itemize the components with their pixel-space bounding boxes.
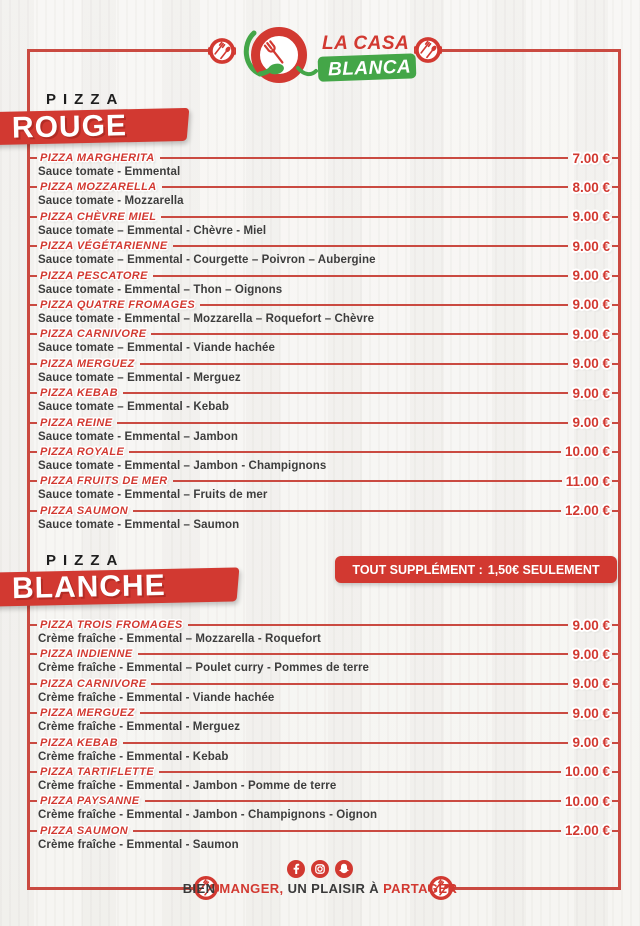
item-line bbox=[27, 239, 621, 253]
supplement-banner bbox=[335, 556, 617, 583]
connector-line-left bbox=[27, 830, 37, 832]
pizza-price: 9.00 € bbox=[572, 735, 610, 751]
pizza-name: PIZZA PESCATORE bbox=[40, 269, 148, 282]
connector-line-left bbox=[27, 480, 37, 482]
leader-line bbox=[145, 800, 561, 802]
connector-line-left bbox=[27, 363, 37, 365]
utensils-badge-icon bbox=[208, 37, 236, 65]
pizza-price: 9.00 € bbox=[572, 676, 610, 692]
leader-line bbox=[133, 830, 561, 832]
section-eyebrow-rouge: PIZZA bbox=[46, 91, 125, 108]
connector-line-left bbox=[27, 157, 37, 159]
connector-line-right bbox=[612, 422, 621, 424]
connector-line-right bbox=[612, 771, 621, 773]
pizza-ingredients: Crème fraîche - Emmental - Jambon - Pomme de terre bbox=[38, 779, 337, 792]
pizza-name: PIZZA TROIS FROMAGES bbox=[40, 619, 183, 631]
pizza-price: 9.00 € bbox=[572, 297, 610, 313]
item-line bbox=[27, 327, 621, 341]
item-line bbox=[27, 765, 621, 779]
menu-item bbox=[27, 210, 621, 239]
connector-line-left bbox=[27, 510, 37, 512]
brand-name-bottom: BLANCA bbox=[327, 56, 412, 81]
menu-item bbox=[27, 239, 621, 268]
pizza-ingredients: Sauce tomate - Emmental bbox=[38, 166, 181, 178]
leader-line bbox=[123, 742, 569, 744]
pizza-price: 9.00 € bbox=[572, 646, 610, 662]
pizza-price: 9.00 € bbox=[572, 356, 610, 372]
pizza-name: PIZZA CARNIVORE bbox=[40, 328, 147, 341]
pizza-ingredients: Crème fraîche - Emmental - Jambon - Champignons - Oignon bbox=[38, 809, 378, 822]
pizza-price: 9.00 € bbox=[572, 209, 610, 225]
menu-item bbox=[27, 794, 621, 823]
item-line bbox=[27, 445, 621, 459]
connector-line-right bbox=[612, 712, 621, 714]
leader-line bbox=[138, 653, 569, 655]
item-line bbox=[27, 298, 621, 312]
section-ribbon-blanche bbox=[0, 567, 239, 606]
menu-list-blanche bbox=[27, 618, 621, 853]
menu-item bbox=[27, 357, 621, 386]
pizza-ingredients: Sauce tomate - Emmental – Jambon bbox=[38, 430, 239, 443]
leader-line bbox=[140, 712, 569, 714]
social-icons-row bbox=[0, 860, 640, 878]
leader-line bbox=[188, 624, 569, 626]
pizza-name: PIZZA MOZZARELLA bbox=[40, 181, 157, 194]
menu-item bbox=[27, 416, 621, 445]
pizza-name: PIZZA INDIENNE bbox=[40, 648, 133, 661]
pizza-name: PIZZA MARGHERITA bbox=[40, 152, 155, 164]
menu-item bbox=[27, 677, 621, 706]
menu-item bbox=[27, 736, 621, 765]
connector-line-right bbox=[612, 830, 621, 832]
pizza-name: PIZZA CHÈVRE MIEL bbox=[40, 210, 157, 223]
pizza-price: 9.00 € bbox=[572, 415, 610, 431]
pizza-name: PIZZA MERGUEZ bbox=[40, 357, 135, 370]
connector-line-left bbox=[27, 186, 37, 188]
menu-item bbox=[27, 504, 621, 533]
connector-line-right bbox=[612, 157, 621, 159]
pizza-price: 9.00 € bbox=[572, 385, 610, 401]
connector-line-right bbox=[612, 800, 621, 802]
tagline-word: BIEN bbox=[182, 881, 220, 896]
connector-line-right bbox=[612, 510, 621, 512]
connector-line-right bbox=[612, 186, 621, 188]
connector-line-right bbox=[612, 653, 621, 655]
menu-item bbox=[27, 824, 621, 853]
pizza-price: 9.00 € bbox=[572, 705, 610, 721]
tagline-word: PARTAGER bbox=[383, 881, 458, 896]
item-line bbox=[27, 677, 621, 691]
menu-item bbox=[27, 445, 621, 474]
pizza-name: PIZZA VÉGÉTARIENNE bbox=[40, 240, 168, 253]
connector-line-right bbox=[612, 333, 621, 335]
item-line bbox=[27, 736, 621, 750]
menu-item bbox=[27, 474, 621, 503]
connector-line-right bbox=[612, 451, 621, 453]
connector-line-left bbox=[27, 653, 37, 655]
item-line bbox=[27, 794, 621, 808]
pizza-ingredients: Sauce tomate - Emmental – Jambon - Champignons bbox=[38, 459, 327, 472]
pizza-ingredients: Crème fraîche - Emmental - Merguez bbox=[38, 721, 241, 734]
connector-line-left bbox=[27, 275, 37, 277]
pizza-name: PIZZA QUATRE FROMAGES bbox=[40, 298, 196, 311]
pizza-price: 9.00 € bbox=[572, 268, 610, 284]
connector-line-left bbox=[27, 624, 37, 626]
leader-line bbox=[162, 186, 569, 188]
connector-line-left bbox=[27, 683, 37, 685]
pizza-ingredients: Sauce tomate - Mozzarella bbox=[38, 195, 184, 208]
item-line bbox=[27, 269, 621, 283]
menu-item bbox=[27, 298, 621, 327]
connector-line-right bbox=[612, 392, 621, 394]
pizza-ingredients: Crème fraîche - Emmental – Mozzarella - Roquefort bbox=[38, 633, 321, 645]
item-line bbox=[27, 151, 621, 165]
leader-line bbox=[140, 363, 569, 365]
frame-line-top-right bbox=[437, 49, 621, 52]
pizza-name: PIZZA PAYSANNE bbox=[40, 795, 140, 808]
item-line bbox=[27, 386, 621, 400]
pizza-price: 9.00 € bbox=[572, 238, 610, 254]
pizza-price: 9.00 € bbox=[572, 617, 610, 633]
pizza-ingredients: Sauce tomate – Emmental - Chèvre - Miel bbox=[38, 224, 267, 237]
leader-line bbox=[151, 333, 568, 335]
connector-line-left bbox=[27, 771, 37, 773]
menu-item bbox=[27, 180, 621, 209]
item-line bbox=[27, 416, 621, 430]
pizza-price: 10.00 € bbox=[564, 444, 610, 460]
facebook-icon[interactable] bbox=[287, 860, 305, 878]
connector-line-left bbox=[27, 216, 37, 218]
item-line bbox=[27, 504, 621, 518]
leader-line bbox=[160, 157, 569, 159]
leader-line bbox=[161, 216, 568, 218]
supplement-label: TOUT SUPPLÉMENT : bbox=[352, 562, 483, 577]
brand-logo bbox=[238, 24, 420, 90]
leader-line bbox=[123, 392, 569, 394]
pizza-name: PIZZA REINE bbox=[40, 416, 113, 429]
pizza-ingredients: Sauce tomate – Emmental - Merguez bbox=[38, 371, 241, 384]
connector-line-left bbox=[27, 712, 37, 714]
menu-item bbox=[27, 327, 621, 356]
connector-line-left bbox=[27, 333, 37, 335]
pizza-price: 8.00 € bbox=[572, 179, 610, 195]
pizza-name: PIZZA SAUMON bbox=[40, 504, 129, 517]
connector-line-right bbox=[612, 480, 621, 482]
menu-item bbox=[27, 386, 621, 415]
tagline-word: UN PLAISIR À bbox=[287, 881, 384, 896]
pizza-name: PIZZA ROYALE bbox=[40, 445, 125, 458]
frame-line-top-left bbox=[27, 49, 213, 52]
connector-line-left bbox=[27, 245, 37, 247]
pizza-price: 10.00 € bbox=[564, 764, 610, 780]
leader-line bbox=[173, 480, 562, 482]
connector-line-left bbox=[27, 304, 37, 306]
pizza-name: PIZZA FRUITS DE MER bbox=[40, 475, 168, 488]
pizza-ingredients: Sauce tomate - Emmental – Fruits de mer bbox=[38, 489, 268, 502]
connector-line-left bbox=[27, 742, 37, 744]
menu-item bbox=[27, 706, 621, 735]
connector-line-right bbox=[612, 275, 621, 277]
leader-line bbox=[129, 451, 561, 453]
menu-list-rouge bbox=[27, 151, 621, 533]
item-line bbox=[27, 357, 621, 371]
section-title-rouge: ROUGE bbox=[11, 108, 128, 145]
leader-line bbox=[200, 304, 568, 306]
pizza-name: PIZZA SAUMON bbox=[40, 824, 129, 837]
connector-line-left bbox=[27, 800, 37, 802]
menu-item bbox=[27, 151, 621, 180]
connector-line-left bbox=[27, 451, 37, 453]
pizza-ingredients: Sauce tomate – Emmental - Courgette – Poivron – Aubergine bbox=[38, 254, 376, 267]
instagram-icon[interactable] bbox=[311, 860, 329, 878]
leader-line bbox=[133, 510, 561, 512]
item-line bbox=[27, 474, 621, 488]
pizza-ingredients: Sauce tomate – Emmental - Kebab bbox=[38, 401, 229, 414]
connector-line-right bbox=[612, 304, 621, 306]
leader-line bbox=[153, 275, 569, 277]
item-line bbox=[27, 180, 621, 194]
pizza-price: 7.00 € bbox=[572, 150, 610, 166]
snapchat-icon[interactable] bbox=[335, 860, 353, 878]
connector-line-right bbox=[612, 624, 621, 626]
pizza-name: PIZZA KEBAB bbox=[40, 736, 118, 749]
leader-line bbox=[117, 422, 568, 424]
pizza-price: 9.00 € bbox=[572, 326, 610, 342]
section-ribbon-rouge bbox=[0, 108, 189, 145]
pizza-name: PIZZA KEBAB bbox=[40, 387, 118, 400]
pizza-name: PIZZA CARNIVORE bbox=[40, 677, 147, 690]
pizza-ingredients: Sauce tomate - Emmental – Saumon bbox=[38, 518, 240, 531]
pizza-ingredients: Sauce tomate - Emmental – Thon – Oignons bbox=[38, 283, 283, 296]
connector-line-right bbox=[612, 742, 621, 744]
item-line bbox=[27, 706, 621, 720]
menu-item bbox=[27, 765, 621, 794]
brand-name-top: LA CASA bbox=[322, 33, 410, 54]
pizza-name: PIZZA MERGUEZ bbox=[40, 707, 135, 720]
pizza-ingredients: Crème fraîche - Emmental - Kebab bbox=[38, 750, 229, 763]
supplement-value: 1,50€ SEULEMENT bbox=[487, 562, 600, 577]
connector-line-right bbox=[612, 216, 621, 218]
connector-line-right bbox=[612, 245, 621, 247]
item-line bbox=[27, 210, 621, 224]
pizza-price: 12.00 € bbox=[564, 503, 610, 519]
pizza-price: 10.00 € bbox=[564, 793, 610, 809]
leader-line bbox=[159, 771, 561, 773]
connector-line-right bbox=[612, 683, 621, 685]
connector-line-right bbox=[612, 363, 621, 365]
tagline-word: MANGER, bbox=[219, 881, 288, 896]
pizza-ingredients: Crème fraîche - Emmental - Saumon bbox=[38, 838, 239, 851]
menu-item bbox=[27, 647, 621, 676]
item-line bbox=[27, 647, 621, 661]
pizza-ingredients: Crème fraîche - Emmental - Viande hachée bbox=[38, 691, 275, 704]
connector-line-left bbox=[27, 392, 37, 394]
footer-tagline bbox=[0, 881, 640, 896]
section-eyebrow-blanche: PIZZA bbox=[46, 552, 125, 569]
item-line bbox=[27, 824, 621, 838]
pizza-name: PIZZA TARTIFLETTE bbox=[40, 765, 155, 778]
pizza-price: 12.00 € bbox=[564, 823, 610, 839]
menu-item bbox=[27, 618, 621, 647]
leader-line bbox=[151, 683, 568, 685]
connector-line-left bbox=[27, 422, 37, 424]
leader-line bbox=[173, 245, 569, 247]
pizza-ingredients: Crème fraîche - Emmental – Poulet curry - Pommes de terre bbox=[38, 662, 370, 675]
pizza-price: 11.00 € bbox=[565, 473, 610, 489]
pizza-ingredients: Sauce tomate – Emmental - Viande hachée bbox=[38, 342, 275, 355]
menu-item bbox=[27, 269, 621, 298]
section-title-blanche: BLANCHE bbox=[11, 568, 166, 606]
pizza-ingredients: Sauce tomate - Emmental – Mozzarella – Roquefort – Chèvre bbox=[38, 312, 375, 325]
item-line bbox=[27, 618, 621, 632]
